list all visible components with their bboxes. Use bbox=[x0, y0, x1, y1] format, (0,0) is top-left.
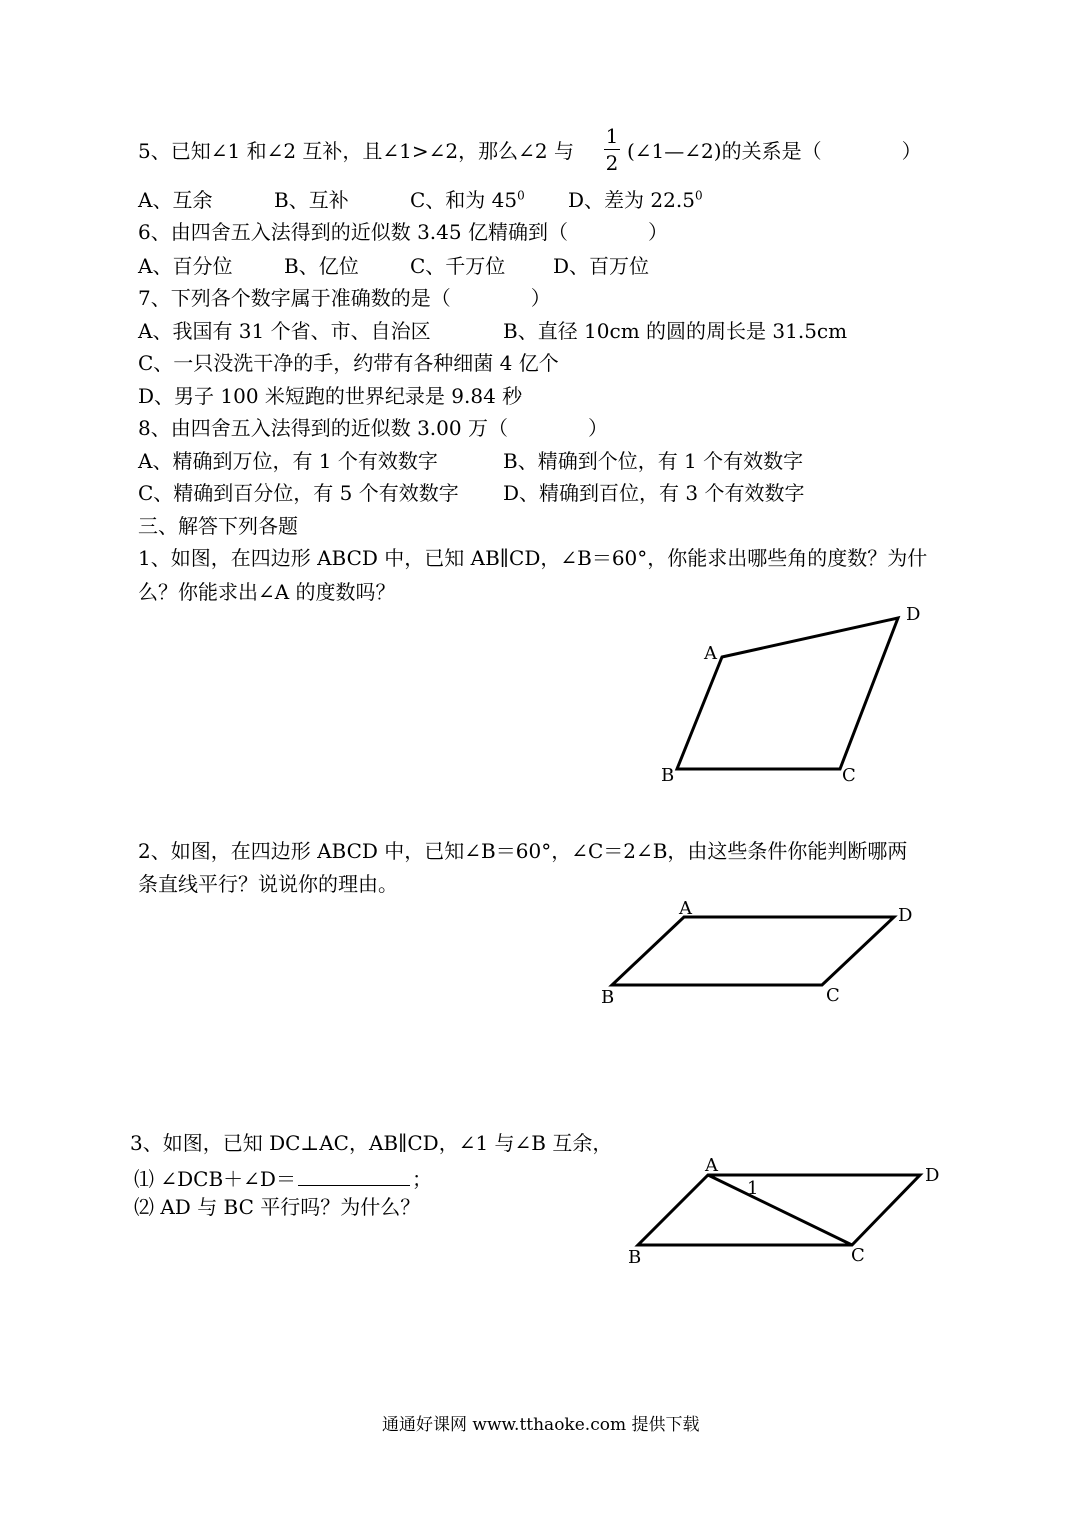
q6-option-c: C、千万位 bbox=[410, 254, 506, 278]
q6-option-d: D、百万位 bbox=[553, 254, 650, 278]
p3-sub-1-end: ； bbox=[411, 1167, 432, 1191]
p3-line-1: 3、如图，已知 DC⊥AC，AB∥CD，∠1 与∠B 互余， bbox=[130, 1131, 613, 1155]
section-heading: 三、解答下列各题 bbox=[138, 514, 298, 538]
p1-line-2: 么？你能求出∠A 的度数吗？ bbox=[138, 580, 396, 604]
figure-2-label-d: D bbox=[898, 905, 913, 926]
p3-sub-1-text: ⑴ ∠DCB＋∠D＝ bbox=[134, 1167, 296, 1191]
q8-option-d: D、精确到百位，有 3 个有效数字 bbox=[503, 481, 805, 505]
figure-3 bbox=[628, 1155, 939, 1268]
q8-stem: 8、由四舍五入法得到的近似数 3.00 万（ ） bbox=[138, 416, 608, 440]
q7-stem: 7、下列各个数字属于准确数的是（ ） bbox=[138, 286, 551, 310]
figure-2-label-b: B bbox=[601, 987, 615, 1008]
figure-2 bbox=[601, 898, 912, 1008]
figure-2-label-c: C bbox=[826, 985, 840, 1006]
figure-3-label-b: B bbox=[628, 1247, 642, 1268]
figure-1-label-c: C bbox=[842, 765, 856, 786]
q5-option-d-text: D、差为 22.5 bbox=[568, 188, 695, 212]
page-footer: 通通好课网 www.tthaoke.com 提供下载 bbox=[382, 1415, 700, 1435]
figure-3-label-c: C bbox=[851, 1245, 865, 1266]
figure-3-angle-1-label: 1 bbox=[747, 1178, 759, 1199]
q6-stem: 6、由四舍五入法得到的近似数 3.45 亿精确到（ ） bbox=[138, 220, 668, 244]
figure-3-diagonal-ac bbox=[708, 1175, 852, 1245]
figure-1-quadrilateral bbox=[677, 618, 898, 769]
q7-option-c: C、一只没洗干净的手，约带有各种细菌 4 亿个 bbox=[138, 351, 559, 375]
p2-line-2: 条直线平行？说说你的理由。 bbox=[138, 872, 398, 896]
p2-line-1: 2、如图，在四边形 ABCD 中，已知∠B＝60°，∠C＝2∠B，由这些条件你能判断哪两 bbox=[138, 839, 908, 863]
q8-option-a: A、精确到万位，有 1 个有效数字 bbox=[138, 449, 438, 473]
answer-blank bbox=[298, 1167, 410, 1186]
figure-2-quadrilateral bbox=[612, 917, 894, 985]
q5-option-c-text: C、和为 45 bbox=[410, 188, 518, 212]
q6-option-a: A、百分位 bbox=[138, 254, 233, 278]
q6-option-b: B、亿位 bbox=[284, 254, 359, 278]
q5-option-b: B、互补 bbox=[274, 188, 349, 212]
q7-option-a: A、我国有 31 个省、市、自治区 bbox=[138, 319, 431, 343]
q5-stem-pre: 5、已知∠1 和∠2 互补，且∠1>∠2，那么∠2 与 bbox=[138, 139, 574, 163]
q5-stem-post: (∠1—∠2)的关系是（ ） bbox=[627, 139, 922, 163]
q5-fraction-numerator: 1 bbox=[605, 124, 619, 148]
q5-option-a: A、互余 bbox=[138, 188, 213, 212]
q5-option-c-sup: 0 bbox=[517, 188, 525, 203]
p3-sub-1 bbox=[134, 1167, 432, 1189]
q5-fraction-denominator: 2 bbox=[605, 151, 619, 175]
q8-option-b: B、精确到个位，有 1 个有效数字 bbox=[503, 449, 804, 473]
figure-1-label-d: D bbox=[906, 604, 921, 625]
figure-1-label-a: A bbox=[704, 643, 717, 664]
figure-1-label-b: B bbox=[661, 765, 675, 786]
q7-option-d: D、男子 100 米短跑的世界纪录是 9.84 秒 bbox=[138, 384, 523, 408]
q8-option-c: C、精确到百分位，有 5 个有效数字 bbox=[138, 481, 459, 505]
figure-2-label-a: A bbox=[679, 898, 692, 919]
figure-1 bbox=[661, 604, 920, 786]
figure-3-label-a: A bbox=[705, 1155, 718, 1176]
p1-line-1: 1、如图，在四边形 ABCD 中，已知 AB∥CD，∠B＝60°，你能求出哪些角的度数？为什 bbox=[138, 546, 928, 570]
p3-sub-2: ⑵ AD 与 BC 平行吗？为什么？ bbox=[134, 1195, 421, 1219]
q5-option-d-sup: 0 bbox=[694, 188, 703, 203]
q7-option-b: B、直径 10cm 的圆的周长是 31.5cm bbox=[503, 319, 848, 343]
figure-3-label-d: D bbox=[925, 1165, 940, 1186]
